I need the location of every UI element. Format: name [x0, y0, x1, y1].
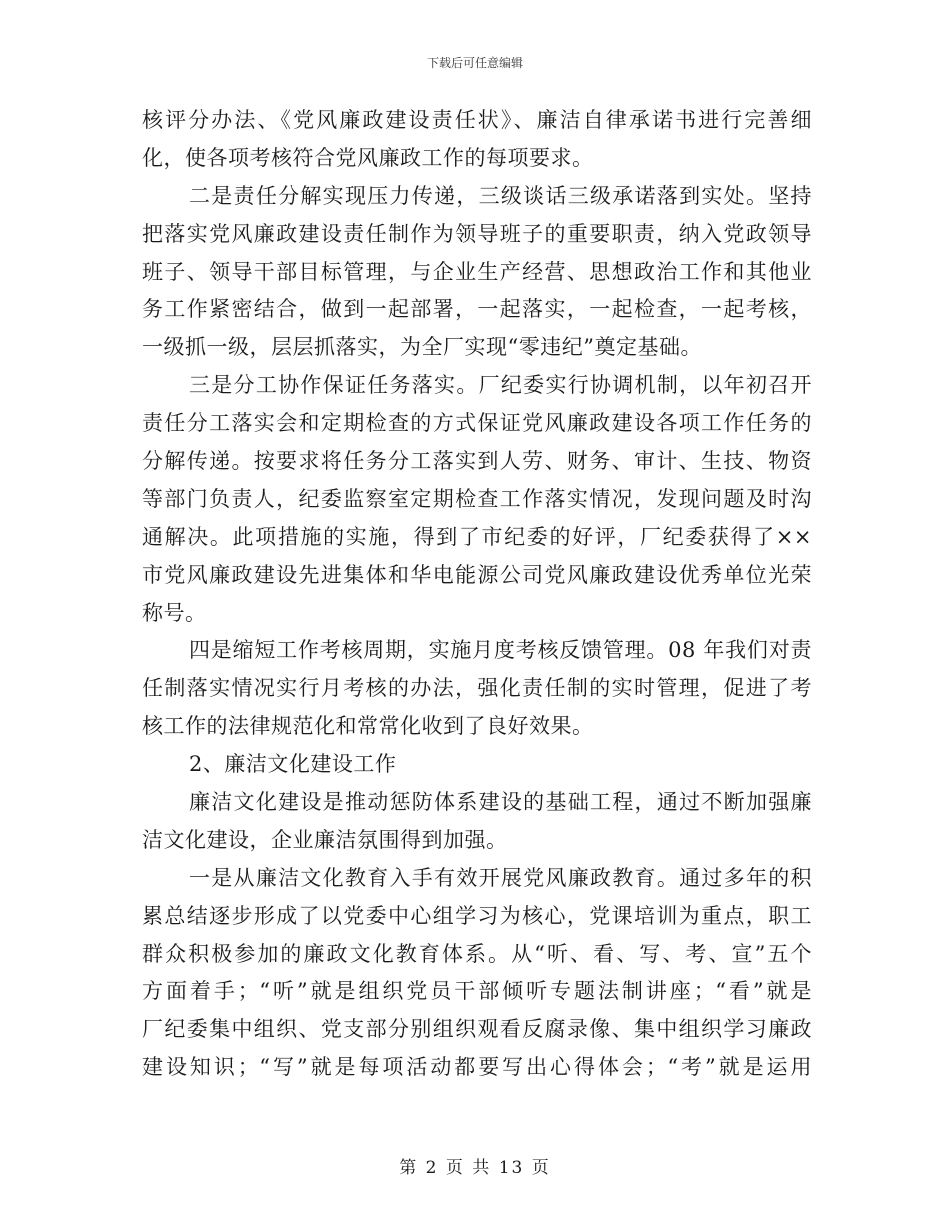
text-line: 二是责任分解实现压力传递，三级谈话三级承诺落到实处。坚持: [189, 183, 812, 208]
text-line: 三是分工协作保证任务落实。厂纪委实行协调机制，以年初召开: [189, 373, 812, 398]
text-line: 责任分工落实会和定期检查的方式保证党风廉政建设各项工作任务的: [142, 411, 812, 436]
text-line: 洁文化建设，企业廉洁氛围得到加强。: [142, 827, 508, 852]
text-line: 分解传递。按要求将任务分工落实到人劳、财务、审计、生技、物资: [142, 449, 812, 474]
text-line: 等部门负责人，纪委监察室定期检查工作落实情况，发现问题及时沟: [142, 486, 812, 511]
text-line: 班子、领导干部目标管理，与企业生产经营、思想政治工作和其他业: [142, 259, 812, 284]
text-line: 通解决。此项措施的实施，得到了市纪委的好评，厂纪委获得了××: [142, 524, 812, 549]
text-line: 务工作紧密结合，做到一起部署，一起落实，一起检查，一起考核，: [142, 297, 812, 322]
text-line: 核工作的法律规范化和常常化收到了良好效果。: [142, 714, 594, 739]
text-line: 方面着手；“听”就是组织党员干部倾听专题法制讲座；“看”就是: [142, 979, 812, 1004]
text-line: 一级抓一级，层层抓落实，为全厂实现“零违纪”奠定基础。: [142, 335, 702, 360]
text-line: 把落实党风廉政建设责任制作为领导班子的重要职责，纳入党政领导: [142, 221, 812, 246]
text-line: 累总结逐步形成了以党委中心组学习为核心，党课培训为重点，职工: [142, 903, 812, 928]
text-line: 建设知识；“写”就是每项活动都要写出心得体会；“考”就是运用: [142, 1055, 812, 1080]
text-line: 厂纪委集中组织、党支部分别组织观看反腐录像、集中组织学习廉政: [142, 1017, 812, 1042]
text-line: 廉洁文化建设是推动惩防体系建设的基础工程，通过不断加强廉: [189, 790, 812, 815]
text-line: 四是缩短工作考核周期，实施月度考核反馈管理。08 年我们对责: [189, 638, 812, 663]
text-line: 任制落实情况实行月考核的办法，强化责任制的实时管理，促进了考: [142, 676, 812, 701]
document-body: [142, 102, 812, 1087]
text-line: 核评分办法、《党风廉政建设责任状》、廉洁自律承诺书进行完善细: [142, 108, 812, 132]
text-line: 群众积极参加的廉政文化教育体系。从“听、看、写、考、宣”五个: [142, 941, 812, 966]
text-line: 一是从廉洁文化教育入手有效开展党风廉政教育。通过多年的积: [189, 865, 812, 890]
section-heading: 2、廉洁文化建设工作: [189, 752, 397, 777]
page-number-footer: 第 2 页 共 13 页: [399, 1158, 551, 1178]
text-line: 化，使各项考核符合党风廉政工作的每项要求。: [142, 145, 594, 170]
page-header: 下载后可任意编辑: [426, 56, 523, 70]
text-line: 称号。: [142, 600, 207, 625]
text-line: 市党风廉政建设先进集体和华电能源公司党风廉政建设优秀单位光荣: [142, 562, 812, 587]
